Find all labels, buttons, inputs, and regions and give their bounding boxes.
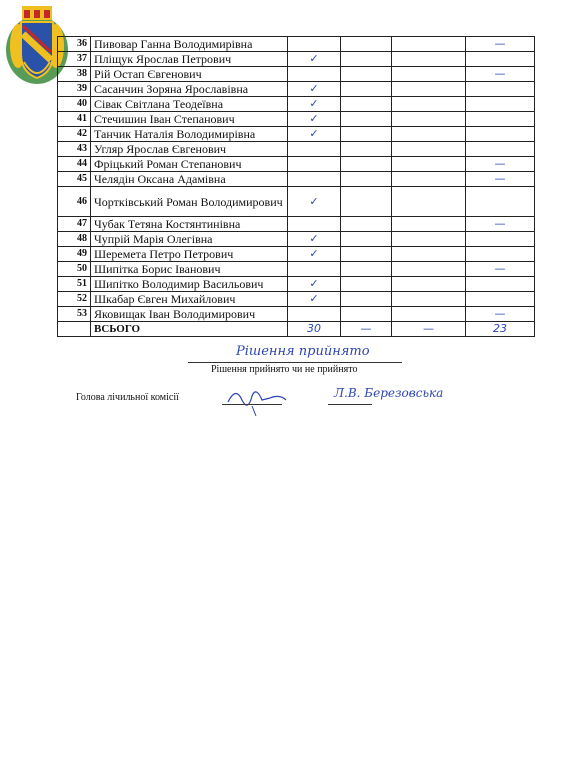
vote-not-voted: — — [466, 157, 535, 172]
table-row — [58, 292, 535, 307]
row-number: 36 — [58, 37, 91, 52]
vote-not-voted: — — [466, 172, 535, 187]
vote-not-voted — [466, 232, 535, 247]
member-name: Сівак Світлана Теодеївна — [91, 97, 288, 112]
vote-abstained — [392, 292, 466, 307]
member-name: Фріцький Роман Степанович — [91, 157, 288, 172]
vote-for: ✓ — [288, 97, 341, 112]
vote-abstained — [392, 217, 466, 232]
member-name: Шеремета Петро Петрович — [91, 247, 288, 262]
chair-label: Голова лічильної комісії — [76, 392, 179, 403]
row-number: 44 — [58, 157, 91, 172]
decision-caption: Рішення прийнято чи не прийнято — [211, 364, 358, 375]
vote-for — [288, 217, 341, 232]
vote-for — [288, 172, 341, 187]
vote-not-voted: — — [466, 67, 535, 82]
member-name: Танчик Наталія Володимирівна — [91, 127, 288, 142]
vote-against — [341, 97, 392, 112]
vote-against — [341, 82, 392, 97]
vote-for — [288, 157, 341, 172]
table-row — [58, 37, 535, 52]
vote-abstained — [392, 307, 466, 322]
member-name: Чупрій Марія Олегівна — [91, 232, 288, 247]
vote-for: ✓ — [288, 277, 341, 292]
total-for: 30 — [288, 322, 341, 337]
vote-for: ✓ — [288, 292, 341, 307]
vote-for: ✓ — [288, 82, 341, 97]
vote-abstained — [392, 112, 466, 127]
vote-abstained — [392, 52, 466, 67]
member-name: Рій Остап Євгенович — [91, 67, 288, 82]
vote-for — [288, 262, 341, 277]
vote-abstained — [392, 277, 466, 292]
vote-not-voted: — — [466, 307, 535, 322]
table-row — [58, 142, 535, 157]
vote-against — [341, 142, 392, 157]
table-row — [58, 97, 535, 112]
vote-for — [288, 307, 341, 322]
vote-against — [341, 262, 392, 277]
vote-against — [341, 277, 392, 292]
chair-name-handwritten: Л.В. Березовська — [334, 386, 444, 400]
vote-abstained — [392, 37, 466, 52]
vote-not-voted: — — [466, 37, 535, 52]
vote-against — [341, 187, 392, 217]
vote-abstained — [392, 97, 466, 112]
vote-not-voted — [466, 52, 535, 67]
total-abstained: — — [392, 322, 466, 337]
row-number: 40 — [58, 97, 91, 112]
vote-abstained — [392, 232, 466, 247]
row-number: 53 — [58, 307, 91, 322]
member-name: Пивовар Ганна Володимирівна — [91, 37, 288, 52]
member-name: Пліщук Ярослав Петрович — [91, 52, 288, 67]
table-row — [58, 82, 535, 97]
row-number: 45 — [58, 172, 91, 187]
total-row — [58, 322, 535, 337]
member-name: Челядін Оксана Адамівна — [91, 172, 288, 187]
vote-abstained — [392, 67, 466, 82]
table-row — [58, 172, 535, 187]
vote-abstained — [392, 142, 466, 157]
row-number: 47 — [58, 217, 91, 232]
row-number: 42 — [58, 127, 91, 142]
vote-not-voted — [466, 247, 535, 262]
row-number: 38 — [58, 67, 91, 82]
vote-against — [341, 37, 392, 52]
row-number: 52 — [58, 292, 91, 307]
vote-against — [341, 172, 392, 187]
table-row — [58, 157, 535, 172]
vote-not-voted — [466, 277, 535, 292]
vote-abstained — [392, 187, 466, 217]
decision-handwritten: Рішення прийнято — [236, 344, 370, 359]
vote-abstained — [392, 82, 466, 97]
member-name: Шипітко Володимир Васильович — [91, 277, 288, 292]
vote-for — [288, 142, 341, 157]
vote-against — [341, 307, 392, 322]
vote-not-voted — [466, 187, 535, 217]
vote-abstained — [392, 172, 466, 187]
member-name: Угляр Ярослав Євгенович — [91, 142, 288, 157]
chair-signature — [222, 380, 292, 418]
voting-results-table — [57, 36, 535, 337]
vote-abstained — [392, 262, 466, 277]
vote-for: ✓ — [288, 112, 341, 127]
row-number: 49 — [58, 247, 91, 262]
member-name: Шкабар Євген Михайлович — [91, 292, 288, 307]
table-row — [58, 307, 535, 322]
row-number: 37 — [58, 52, 91, 67]
table-row — [58, 112, 535, 127]
table-row — [58, 52, 535, 67]
vote-against — [341, 127, 392, 142]
row-number: 39 — [58, 82, 91, 97]
row-number: 50 — [58, 262, 91, 277]
name-line — [328, 404, 372, 405]
row-number: 43 — [58, 142, 91, 157]
decision-underline — [188, 362, 402, 363]
vote-against — [341, 67, 392, 82]
vote-for: ✓ — [288, 52, 341, 67]
row-number: 46 — [58, 187, 91, 217]
vote-against — [341, 112, 392, 127]
vote-not-voted: — — [466, 217, 535, 232]
total-not-voted: 23 — [466, 322, 535, 337]
vote-not-voted — [466, 112, 535, 127]
vote-against — [341, 247, 392, 262]
vote-for: ✓ — [288, 232, 341, 247]
member-name: Яковищак Іван Володимирович — [91, 307, 288, 322]
vote-not-voted: — — [466, 262, 535, 277]
vote-not-voted — [466, 127, 535, 142]
vote-against — [341, 157, 392, 172]
member-name: Сасанчин Зоряна Ярославівна — [91, 82, 288, 97]
row-number: 48 — [58, 232, 91, 247]
vote-for — [288, 37, 341, 52]
table-row — [58, 232, 535, 247]
vote-abstained — [392, 157, 466, 172]
table-row — [58, 247, 535, 262]
vote-for — [288, 67, 341, 82]
table-row — [58, 262, 535, 277]
vote-against — [341, 232, 392, 247]
table-row — [58, 277, 535, 292]
vote-for: ✓ — [288, 247, 341, 262]
vote-against — [341, 52, 392, 67]
table-row — [58, 67, 535, 82]
total-label: ВСЬОГО — [91, 322, 288, 337]
vote-for: ✓ — [288, 127, 341, 142]
table-row — [58, 127, 535, 142]
member-name: Чортківський Роман Володимирович — [91, 187, 288, 217]
vote-for: ✓ — [288, 187, 341, 217]
vote-not-voted — [466, 142, 535, 157]
member-name: Чубак Тетяна Костянтинівна — [91, 217, 288, 232]
vote-not-voted — [466, 97, 535, 112]
signature-line — [222, 404, 282, 405]
table-row — [58, 187, 535, 217]
vote-against — [341, 292, 392, 307]
vote-abstained — [392, 127, 466, 142]
vote-abstained — [392, 247, 466, 262]
table-row — [58, 217, 535, 232]
total-against: — — [341, 322, 392, 337]
row-number: 41 — [58, 112, 91, 127]
member-name: Шипітка Борис Іванович — [91, 262, 288, 277]
vote-not-voted — [466, 82, 535, 97]
member-name: Стечишин Іван Степанович — [91, 112, 288, 127]
row-number: 51 — [58, 277, 91, 292]
vote-against — [341, 217, 392, 232]
vote-not-voted — [466, 292, 535, 307]
